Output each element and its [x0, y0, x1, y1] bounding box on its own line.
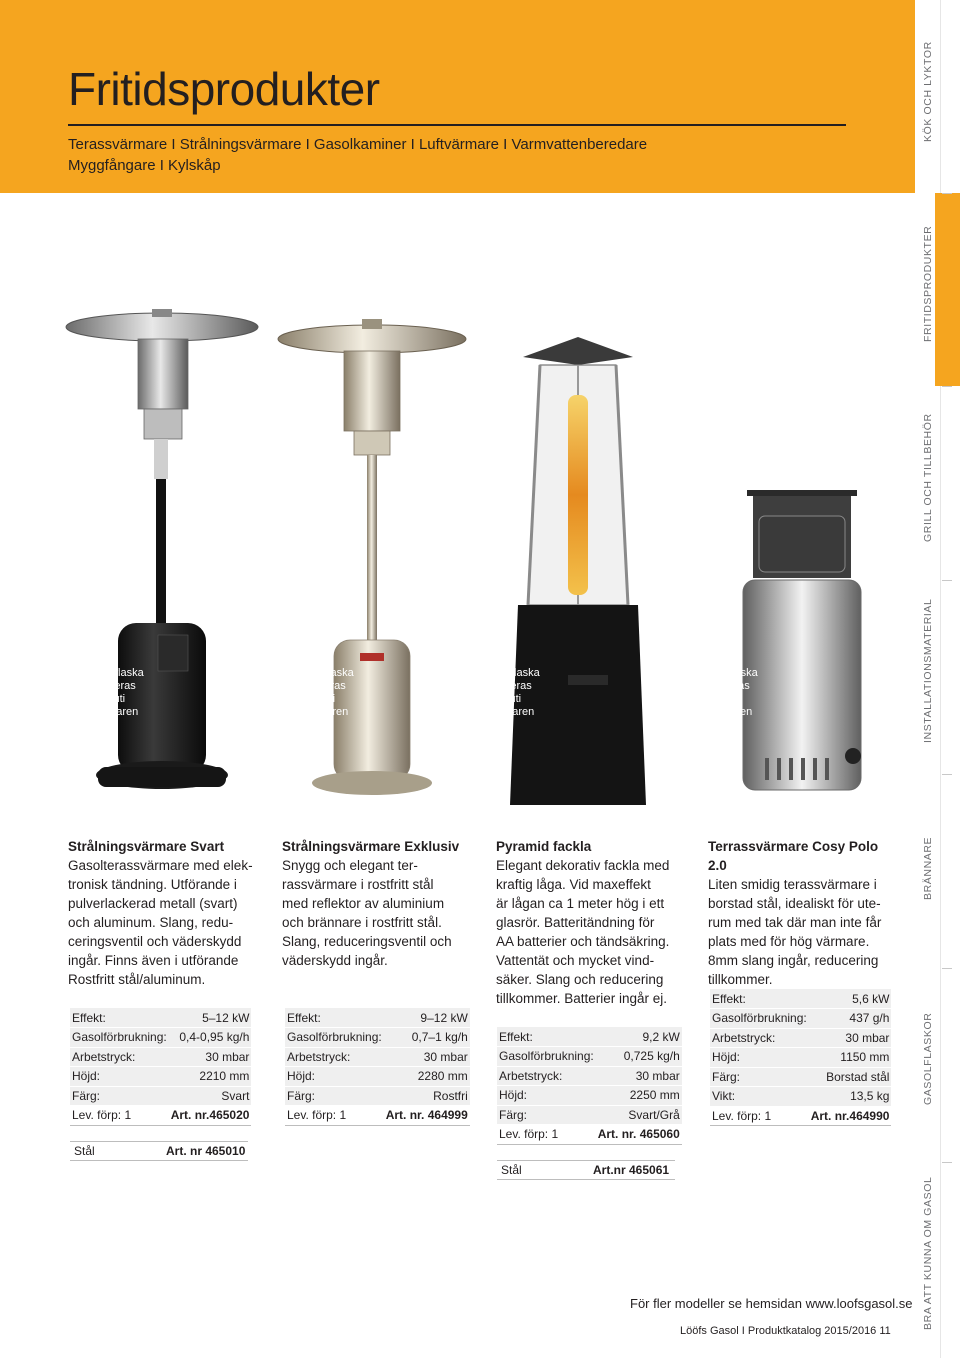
spec-value: 30 mbar [169, 1047, 252, 1067]
spec-label: Gasolförbrukning: [497, 1047, 596, 1067]
spec-row [285, 1047, 470, 1067]
sidebar-tab-brannare[interactable] [922, 836, 942, 901]
product-description-line: med reflektor av aluminium [282, 896, 445, 911]
gas-label-line: värmaren [91, 706, 139, 718]
spec-value: 30 mbar [384, 1047, 470, 1067]
gas-label-line: inuti [104, 693, 126, 705]
spec-value: 0,4-0,95 kg/h [169, 1028, 252, 1048]
sidebar-tab-label: KÖK OCH LYKTOR [922, 41, 934, 142]
product-description-line: plats med för hög värmare. [708, 934, 870, 949]
product-description-line: ceringsventil och väderskydd [68, 934, 242, 949]
product-card-exklusiv [282, 837, 472, 970]
gas-label-line: placeras [490, 680, 532, 692]
product-description-line: 8mm slang ingår, reducering [708, 953, 879, 968]
sidebar-tab-label: GASOLFLASKOR [922, 1012, 934, 1105]
product-card-svart [68, 837, 258, 989]
spec-label: Färg: [710, 1067, 809, 1087]
sidebar-tab-label: FRITIDSPRODUKTER [922, 225, 934, 342]
sidebar-tab-label: GRILL OCH TILLBEHÖR [922, 413, 934, 542]
spec-value: 5–12 kW [169, 1008, 252, 1028]
spec-row [710, 989, 891, 1009]
product-description-line: rum med tak där man inte får [708, 915, 882, 930]
product-name: Terrassvärmare Cosy Polo 2.0 [708, 839, 879, 873]
spec-value: 0,725 kg/h [596, 1047, 682, 1067]
page-footer: Lööfs Gasol I Produktkatalog 2015/2016 11 [680, 1325, 891, 1337]
spec-row [70, 1008, 251, 1028]
product-description-line: och aluminum. Slang, redu- [68, 915, 234, 930]
header-banner [0, 0, 915, 193]
spec-label: Färg: [285, 1086, 384, 1106]
product-description-line: säker. Slang och reducering [496, 972, 664, 987]
product-description-line: AA batterier och tändsäkring. [496, 934, 670, 949]
product-description-line: Slang, reduceringsventil och [282, 934, 452, 949]
spec-value: 13,5 kg [809, 1087, 892, 1107]
product-image-pyramid [478, 335, 678, 810]
product-description-line: tillkommer. [708, 972, 773, 987]
spec-row [285, 1008, 470, 1028]
spec-table [70, 1008, 251, 1126]
gas-label-line: Gasolflaska [482, 667, 540, 679]
product-description-line: rassvärmare i rostfritt stål [282, 877, 434, 892]
spec-row [710, 1028, 891, 1048]
product-image-exklusiv [272, 315, 472, 805]
product-description-line: är lågan ca 1 meter hög i ett [496, 896, 665, 911]
product-description-line: kraftig låga. Vid maxeffekt [496, 877, 651, 892]
spec-label: Gasolförbrukning: [70, 1028, 169, 1048]
spec-value: 9–12 kW [384, 1008, 470, 1028]
gas-bottle-note [290, 667, 360, 719]
tab-separator [942, 386, 952, 387]
product-description-line: och brännare i rostfritt stål. [282, 915, 442, 930]
spec-label: Effekt: [497, 1027, 596, 1047]
tab-separator [942, 580, 952, 581]
spec-row [70, 1028, 251, 1048]
variant-row [70, 1141, 248, 1161]
spec-value: Svart/Grå [596, 1105, 682, 1125]
subnav-line-1: Terassvärmare I Strålningsvärmare I Gasolkaminer I Luftvärmare I Varmvattenberedare [68, 136, 648, 153]
category-subnav [68, 134, 647, 176]
active-section-marker [935, 193, 960, 386]
spec-row [70, 1047, 251, 1067]
spec-row [710, 1106, 891, 1126]
pack-size: Lev. förp: 1 [710, 1106, 809, 1126]
product-description-line: väderskydd ingår. [282, 953, 388, 968]
spec-row [285, 1086, 470, 1106]
gas-label-line: värmaren [705, 706, 753, 718]
spec-label: Höjd: [285, 1067, 384, 1087]
sidebar-tab-gasolflaskor[interactable] [922, 1012, 942, 1106]
spec-value: 5,6 kW [809, 989, 892, 1009]
gas-label-line: inuti [718, 693, 740, 705]
spec-row [70, 1106, 251, 1126]
gas-label-line: placeras [304, 680, 346, 692]
spec-row [285, 1067, 470, 1087]
spec-row [497, 1027, 682, 1047]
spec-label: Vikt: [710, 1087, 809, 1107]
spec-row [497, 1086, 682, 1106]
gas-label-line: värmaren [487, 706, 535, 718]
spec-row [497, 1105, 682, 1125]
gas-bottle-note [694, 667, 764, 719]
product-description-line: Gasolterassvärmare med elek- [68, 858, 253, 873]
spec-label: Höjd: [497, 1086, 596, 1106]
product-description-line: tronisk tändning. Utförande i [68, 877, 237, 892]
spec-row [285, 1028, 470, 1048]
spec-label: Gasolförbrukning: [710, 1009, 809, 1029]
product-name: Strålningsvärmare Svart [68, 839, 225, 854]
spec-value: Rostfri [384, 1086, 470, 1106]
subnav-line-2: Myggfångare I Kylskåp [68, 157, 221, 174]
sidebar-tab-grill-och-tillbehor[interactable] [922, 413, 942, 543]
website-link[interactable]: För fler modeller se hemsidan www.loofsgasol.se [630, 1296, 913, 1311]
product-image-cosy-polo [735, 488, 870, 803]
gas-label-line: placeras [94, 680, 136, 692]
gas-label-line: Gasolflaska [700, 667, 758, 679]
gas-label-line: Gasolflaska [296, 667, 354, 679]
spec-table [285, 1008, 470, 1126]
tab-separator [942, 193, 952, 194]
spec-row [710, 1087, 891, 1107]
product-name: Strålningsvärmare Exklusiv [282, 839, 460, 854]
spec-row [70, 1067, 251, 1087]
gas-label-line: värmaren [301, 706, 349, 718]
product-description-line: glasrör. Batteritändning för [496, 915, 655, 930]
spec-label: Färg: [70, 1086, 169, 1106]
spec-label: Arbetstryck: [497, 1066, 596, 1086]
product-description-line: Rostfritt stål/aluminum. [68, 972, 206, 987]
spec-value: Borstad stål [809, 1067, 892, 1087]
gas-bottle-note [80, 667, 150, 719]
variant-article-number: Art. nr 465010 [166, 1144, 246, 1158]
product-description-line: pulverlackerad metall (svart) [68, 896, 238, 911]
spec-table [497, 1027, 682, 1145]
article-number: Art. nr.465020 [169, 1106, 252, 1126]
product-image-svart [60, 305, 265, 805]
spec-value: 30 mbar [809, 1028, 892, 1048]
spec-value: 2280 mm [384, 1067, 470, 1087]
spec-table [710, 989, 891, 1126]
spec-row [710, 1048, 891, 1068]
product-description-line: Liten smidig terassvärmare i [708, 877, 877, 892]
spec-label: Färg: [497, 1105, 596, 1125]
product-card-cosy-polo [708, 837, 898, 989]
product-description-line: Elegant dekorativ fackla med [496, 858, 670, 873]
pack-size: Lev. förp: 1 [285, 1106, 384, 1126]
tab-separator [942, 1162, 952, 1163]
pack-size: Lev. förp: 1 [497, 1125, 596, 1145]
product-description-line: ingår. Finns även i utförande [68, 953, 239, 968]
spec-value: 2210 mm [169, 1067, 252, 1087]
spec-row [710, 1067, 891, 1087]
variant-label: Stål [501, 1163, 522, 1177]
product-description-line: borstad stål, idealiskt för ute- [708, 896, 881, 911]
variant-article-number: Art.nr 465061 [593, 1163, 670, 1177]
product-description-line: Vattentät och mycket vind- [496, 953, 655, 968]
gas-bottle-note [476, 667, 546, 719]
product-description-line: tillkommer. Batterier ingår ej. [496, 991, 668, 1006]
spec-label: Arbetstryck: [285, 1047, 384, 1067]
spec-label: Effekt: [710, 989, 809, 1009]
sidebar-tab-label: BRA ATT KUNNA OM GASOL [922, 1176, 934, 1330]
spec-value: 2250 mm [596, 1086, 682, 1106]
spec-row [710, 1009, 891, 1029]
page-title: Fritidsprodukter [68, 63, 380, 115]
spec-row [70, 1086, 251, 1106]
gas-label-line: Gasolflaska [86, 667, 144, 679]
spec-row [285, 1106, 470, 1126]
spec-value: 30 mbar [596, 1066, 682, 1086]
sidebar-tab-fritidsprodukter[interactable] [922, 225, 942, 343]
sidebar-tab-label: BRÄNNARE [922, 836, 934, 900]
spec-label: Höjd: [70, 1067, 169, 1087]
article-number: Art. nr. 464999 [384, 1106, 470, 1126]
product-name: Pyramid fackla [496, 839, 592, 854]
spec-label: Arbetstryck: [710, 1028, 809, 1048]
variant-row [497, 1160, 675, 1180]
product-description-line: Snygg och elegant ter- [282, 858, 418, 873]
pack-size: Lev. förp: 1 [70, 1106, 169, 1126]
sidebar-tab-installationsmaterial[interactable] [922, 598, 942, 744]
spec-row [497, 1066, 682, 1086]
article-number: Art. nr.464990 [809, 1106, 892, 1126]
title-rule [68, 124, 846, 126]
spec-value: 437 g/h [809, 1009, 892, 1029]
sidebar-tab-bra-att-kunna-om-gasol[interactable] [922, 1176, 942, 1331]
tab-separator [942, 968, 952, 969]
sidebar-tab-kok-och-lyktor[interactable] [922, 41, 942, 143]
spec-value: 0,7–1 kg/h [384, 1028, 470, 1048]
spec-value: Svart [169, 1086, 252, 1106]
spec-label: Höjd: [710, 1048, 809, 1068]
spec-label: Gasolförbrukning: [285, 1028, 384, 1048]
article-number: Art. nr. 465060 [596, 1125, 682, 1145]
spec-value: 9,2 kW [596, 1027, 682, 1047]
spec-row [497, 1047, 682, 1067]
spec-label: Arbetstryck: [70, 1047, 169, 1067]
spec-row [497, 1125, 682, 1145]
gas-label-line: placeras [708, 680, 750, 692]
product-card-pyramid [496, 837, 686, 1008]
spec-value: 1150 mm [809, 1048, 892, 1068]
gas-label-line: inuti [500, 693, 522, 705]
gas-label-line: inuti [314, 693, 336, 705]
variant-label: Stål [74, 1144, 95, 1158]
sidebar-tab-label: INSTALLATIONSMATERIAL [922, 598, 934, 743]
tab-separator [942, 774, 952, 775]
spec-label: Effekt: [70, 1008, 169, 1028]
spec-label: Effekt: [285, 1008, 384, 1028]
